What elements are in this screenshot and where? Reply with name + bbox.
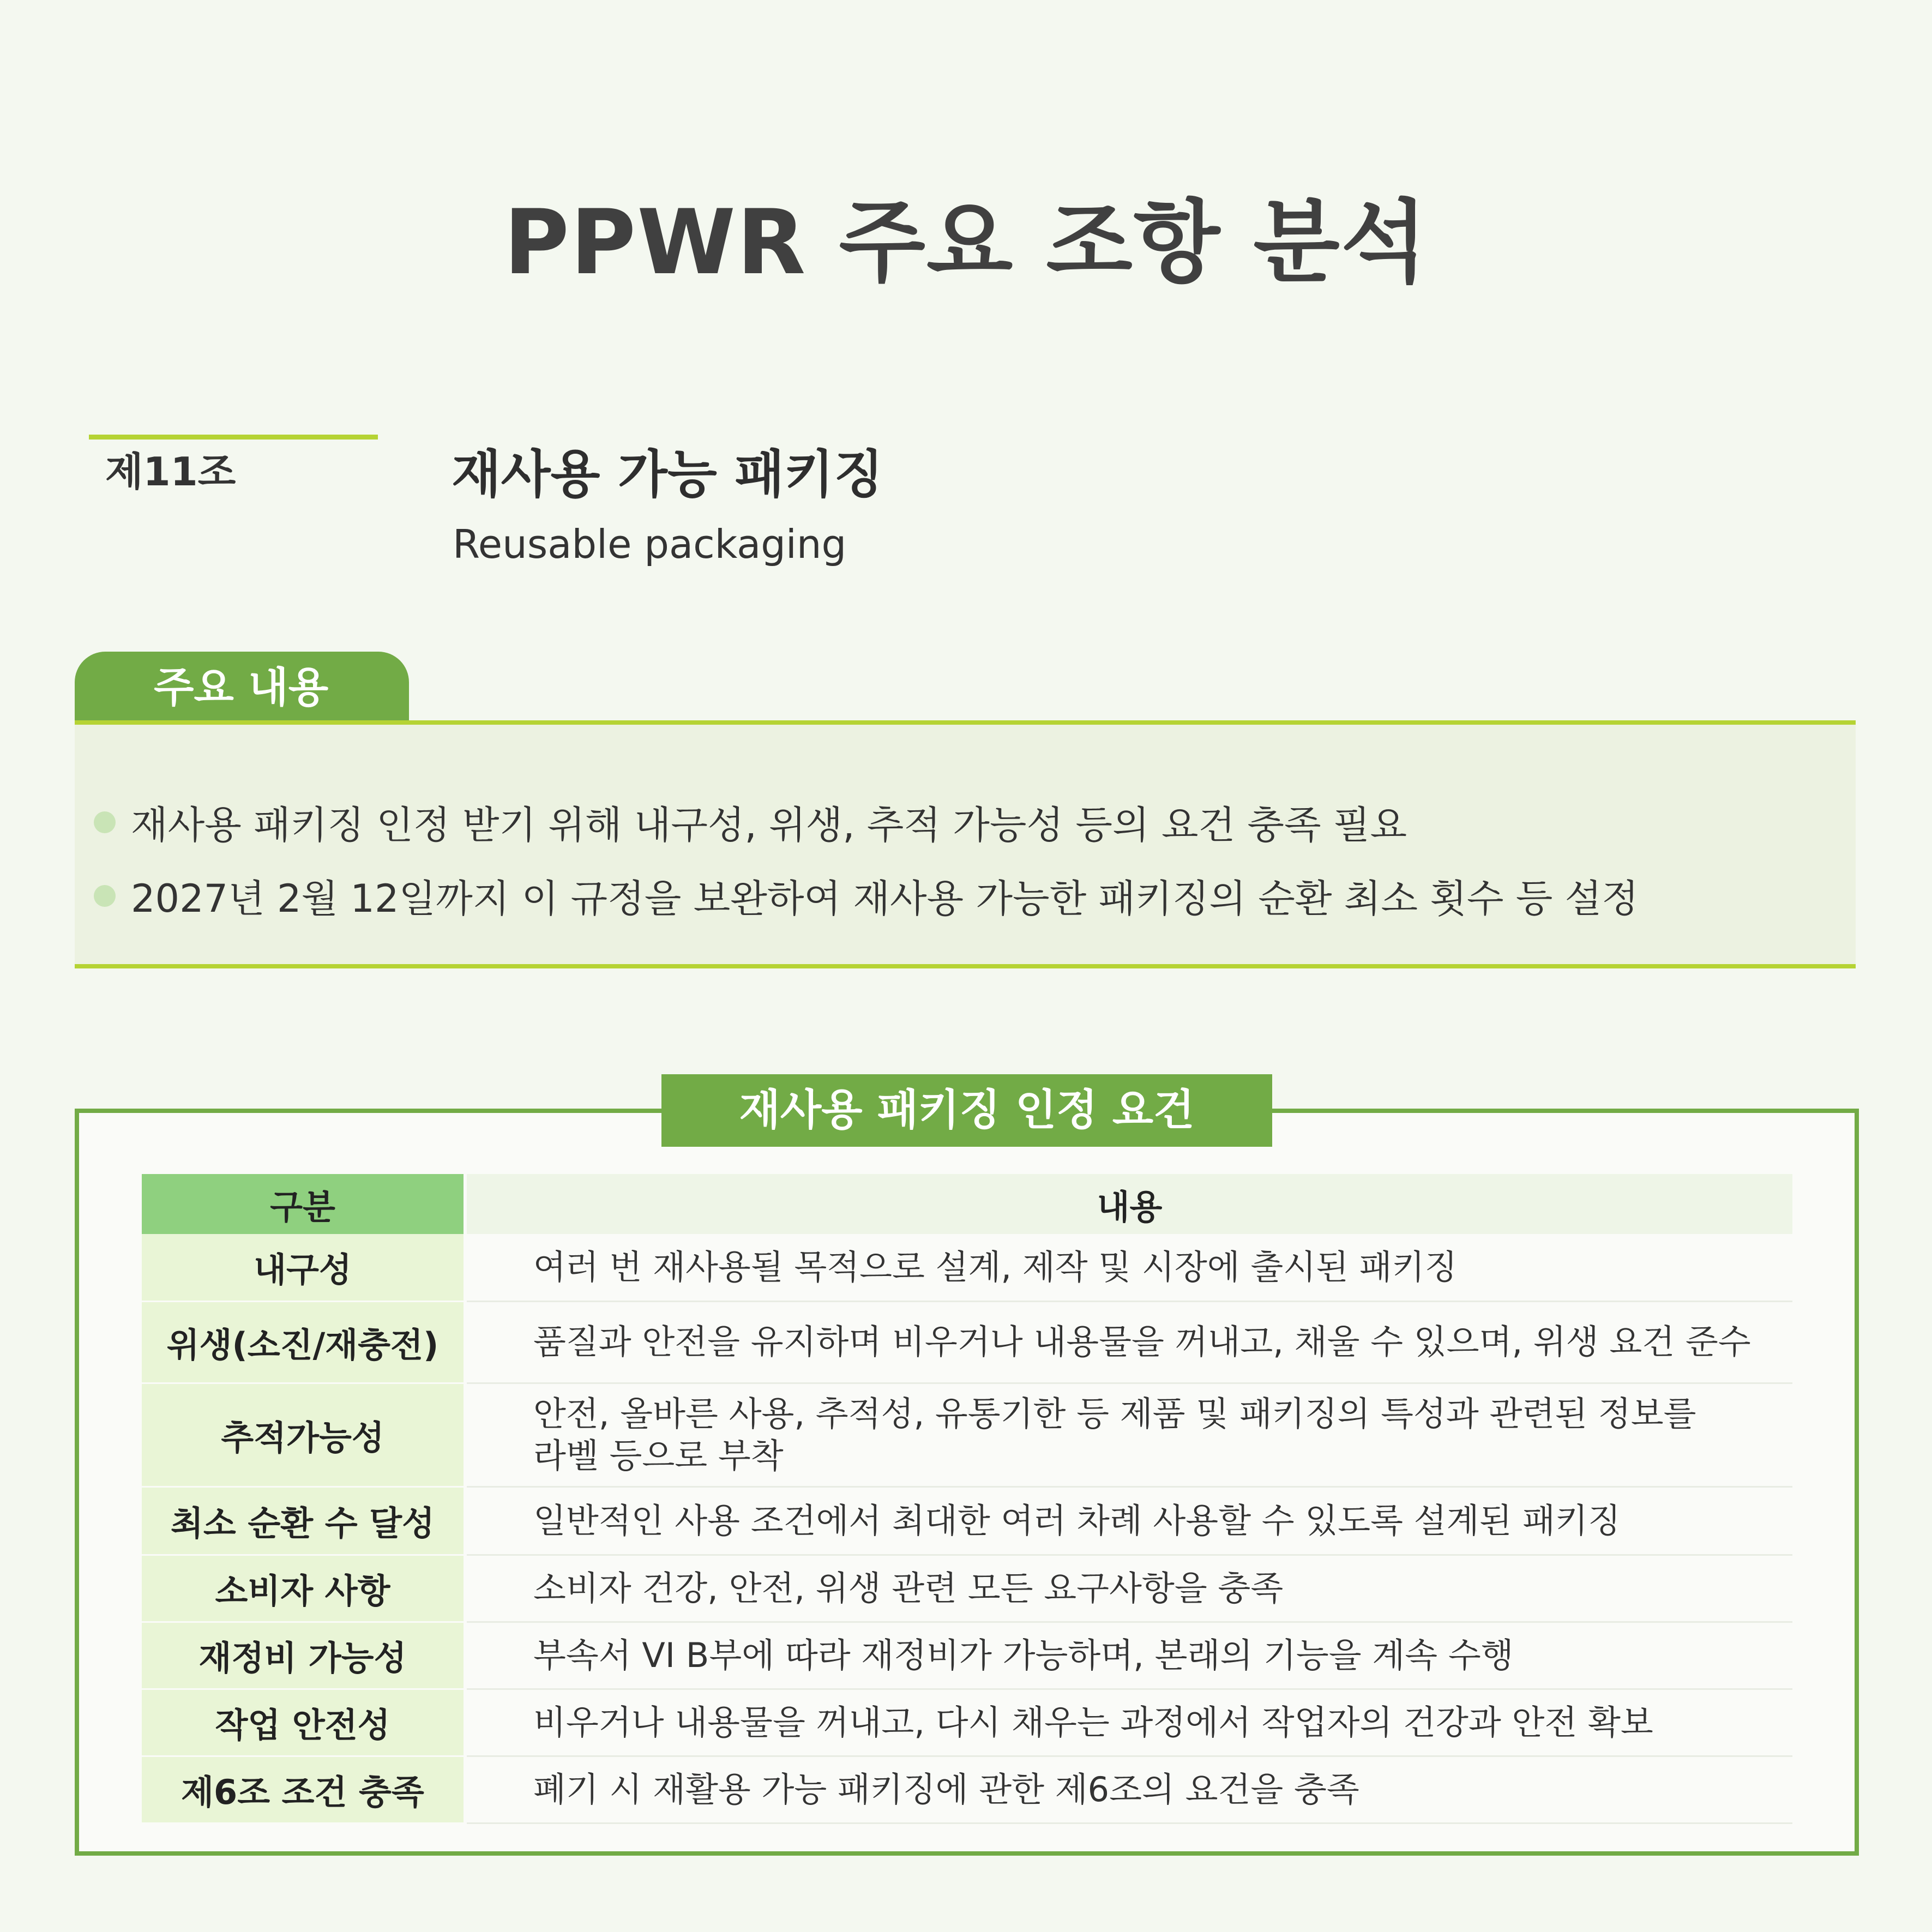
row-content	[465, 1383, 1792, 1486]
table-row	[142, 1234, 1792, 1301]
row-content-line: 라벨 등으로 부착	[533, 1436, 784, 1476]
key-content-list	[94, 785, 1639, 932]
row-category: 소비자 사항	[142, 1555, 465, 1622]
key-item-text: 2027년 2월 12일까지 이 규정을 보완하여 재사용 가능한 패키징의 순환 최소 횟수 등 설정	[131, 876, 1639, 921]
row-category: 제6조 조건 충족	[142, 1756, 465, 1823]
row-category: 작업 안전성	[142, 1689, 465, 1756]
article-accent-bar	[89, 435, 378, 440]
table-row	[142, 1301, 1792, 1383]
column-header-category: 구분	[142, 1174, 465, 1234]
column-header-content: 내용	[465, 1174, 1792, 1234]
requirements-table	[142, 1174, 1792, 1824]
row-content: 품질과 안전을 유지하며 비우거나 내용물을 꺼내고, 채울 수 있으며, 위생 요건 준수	[465, 1301, 1792, 1383]
table-row	[142, 1555, 1792, 1622]
article-title-english: Reusable packaging	[453, 521, 847, 567]
key-content-tab: 주요 내용	[75, 652, 409, 724]
table-row	[142, 1756, 1792, 1823]
row-category: 위생(소진/재충전)	[142, 1301, 465, 1383]
bullet-dot-icon	[94, 885, 116, 907]
row-content: 폐기 시 재활용 가능 패키징에 관한 제6조의 요건을 충족	[465, 1756, 1792, 1823]
page-title: PPWR 주요 조항 분석	[503, 190, 1429, 294]
article-title-korean: 재사용 가능 패키징	[452, 445, 883, 504]
requirements-title: 재사용 패키징 인정 요건	[661, 1074, 1272, 1147]
row-category: 추적가능성	[142, 1383, 465, 1486]
bullet-dot-icon	[94, 811, 116, 833]
list-item	[94, 859, 1639, 932]
table-header-row	[142, 1174, 1792, 1234]
row-content: 비우거나 내용물을 꺼내고, 다시 채우는 과정에서 작업자의 건강과 안전 확보	[465, 1689, 1792, 1756]
key-item-text: 재사용 패키징 인정 받기 위해 내구성, 위생, 추적 가능성 등의 요건 충족 필요	[131, 803, 1407, 847]
row-category: 재정비 가능성	[142, 1622, 465, 1689]
row-category: 최소 순환 수 달성	[142, 1486, 465, 1555]
article-number: 제11조	[105, 449, 236, 495]
row-content: 일반적인 사용 조건에서 최대한 여러 차례 사용할 수 있도록 설계된 패키징	[465, 1486, 1792, 1555]
row-content: 여러 번 재사용될 목적으로 설계, 제작 및 시장에 출시된 패키징	[465, 1234, 1792, 1301]
table-row	[142, 1622, 1792, 1689]
table-row	[142, 1689, 1792, 1756]
row-category: 내구성	[142, 1234, 465, 1301]
row-content: 소비자 건강, 안전, 위생 관련 모든 요구사항을 충족	[465, 1555, 1792, 1622]
row-content-line: 안전, 올바른 사용, 추적성, 유통기한 등 제품 및 패키징의 특성과 관련된 정보를	[533, 1393, 1696, 1434]
table-row	[142, 1486, 1792, 1555]
table-row	[142, 1383, 1792, 1486]
row-content: 부속서 VI B부에 따라 재정비가 가능하며, 본래의 기능을 계속 수행	[465, 1622, 1792, 1689]
list-item	[94, 785, 1639, 859]
